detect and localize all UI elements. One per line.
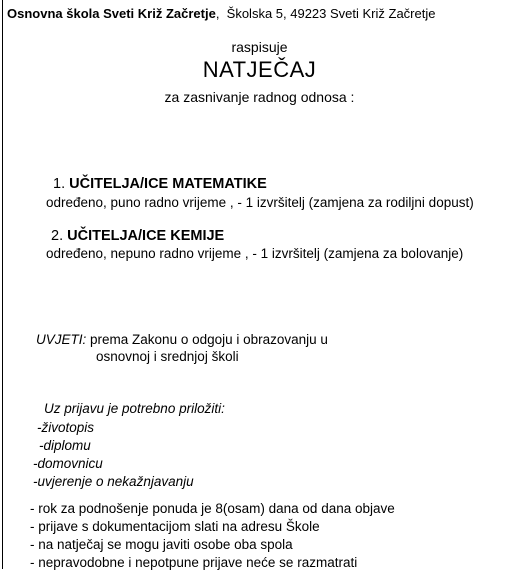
announcement-title: NATJEČAJ xyxy=(202,57,317,82)
conditions-label: UVJETI: xyxy=(36,332,87,347)
note-item: - nepravodobne i nepotpune prijave neće se razmatrati xyxy=(30,555,358,570)
position-1-detail: određeno, puno radno vrijeme , - 1 izvršitelj (zamjena za rodiljni dopust) xyxy=(46,195,474,210)
conditions-line-2: osnovnoj i srednjoj školi xyxy=(96,349,239,364)
documents-item: -domovnicu xyxy=(33,456,103,471)
header: Osnovna škola Sveti Križ Začretje, Školska 5, 49223 Sveti Križ Začretje xyxy=(7,6,436,21)
position-2-number: 2. xyxy=(51,228,64,244)
school-address: Školska 5, 49223 Sveti Križ Začretje xyxy=(226,6,436,21)
position-2-name: UČITELJA/ICE KEMIJE xyxy=(67,228,225,244)
position-1-title xyxy=(53,176,267,192)
position-2-detail: određeno, nepuno radno vrijeme , - 1 izvršitelj (zamjena za bolovanje) xyxy=(46,246,464,261)
documents-list xyxy=(33,419,194,491)
position-1-number: 1. xyxy=(53,176,66,192)
note-item: - prijave s dokumentacijom slati na adresu Škole xyxy=(30,519,320,534)
note-item: - rok za podnošenje ponuda je 8(osam) dana od dana objave xyxy=(30,501,395,516)
note-item: - na natječaj se mogu javiti osobe oba spola xyxy=(30,537,293,552)
announcement-subtitle: za zasnivanje radnog odnosa : xyxy=(164,89,355,105)
announcement-verb: raspisuje xyxy=(231,39,288,55)
documents-intro: Uz prijavu je potrebno priložiti: xyxy=(44,401,225,416)
position-1-name: UČITELJA/ICE MATEMATIKE xyxy=(69,176,267,192)
documents-item: -životopis xyxy=(37,420,95,435)
documents-item: -diplomu xyxy=(39,438,91,453)
position-2-title xyxy=(51,228,224,244)
conditions xyxy=(36,332,328,347)
page-border xyxy=(2,0,3,569)
documents-item: -uvjerenje o nekažnjavanju xyxy=(33,474,194,489)
conditions-line-1: prema Zakonu o odgoju i obrazovanju u xyxy=(90,332,328,347)
school-name: Osnovna škola Sveti Križ Začretje xyxy=(7,6,216,21)
notes-list xyxy=(30,500,395,572)
